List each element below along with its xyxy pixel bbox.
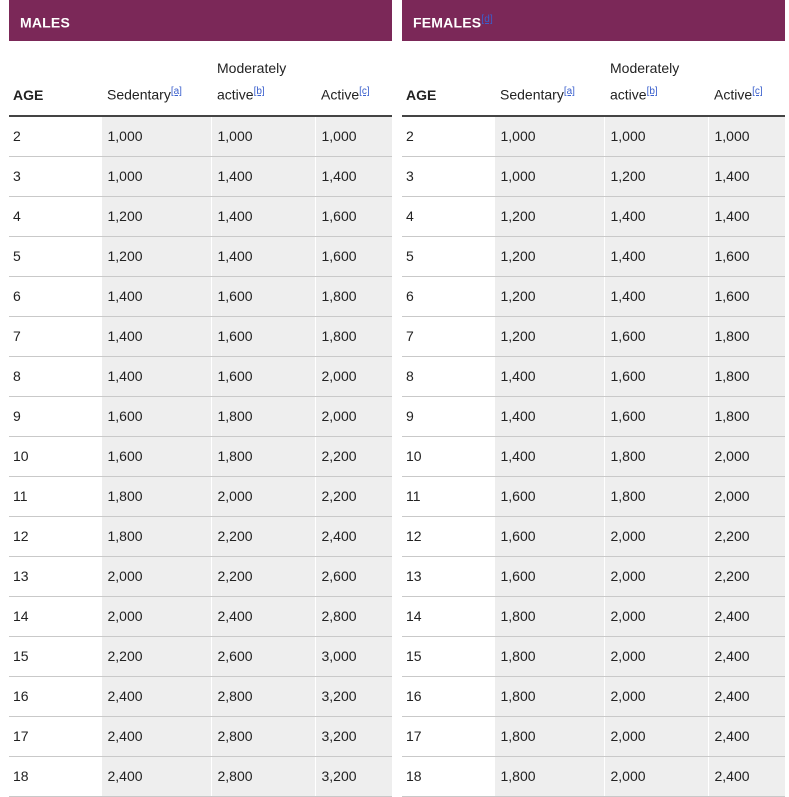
males-cell-sedentary: 1,400 (101, 356, 211, 396)
females-cell-active: 1,800 (708, 316, 785, 356)
males-cell-sedentary: 1,800 (101, 516, 211, 556)
females-cell-sedentary: 1,000 (494, 116, 604, 156)
females-cell-age: 12 (402, 516, 494, 556)
females-cell-moderately-active: 2,000 (604, 596, 708, 636)
males-cell-moderately-active: 2,600 (211, 636, 315, 676)
males-cell-age: 12 (9, 516, 101, 556)
males-cell-active: 2,400 (315, 516, 392, 556)
males-cell-active: 1,600 (315, 236, 392, 276)
females-cell-sedentary: 1,600 (494, 476, 604, 516)
females-cell-active: 2,000 (708, 436, 785, 476)
females-header-row (402, 41, 785, 116)
females-cell-sedentary: 1,400 (494, 396, 604, 436)
females-table-body (402, 116, 785, 796)
males-header-sedentary (101, 41, 211, 116)
males-table-row (9, 116, 392, 156)
males-table-row (9, 476, 392, 516)
females-header-active-label: Active (714, 87, 753, 103)
females-table-row (402, 676, 785, 716)
males-cell-sedentary: 1,800 (101, 476, 211, 516)
females-cell-age: 2 (402, 116, 494, 156)
males-cell-age: 14 (9, 596, 101, 636)
females-cell-age: 3 (402, 156, 494, 196)
males-cell-age: 18 (9, 756, 101, 796)
females-header-moderate-line1: Moderately (610, 60, 680, 77)
males-table-row (9, 756, 392, 796)
females-cell-sedentary: 1,400 (494, 436, 604, 476)
females-cell-moderately-active: 1,400 (604, 196, 708, 236)
females-table-row (402, 636, 785, 676)
males-table-row (9, 276, 392, 316)
males-cell-active: 1,400 (315, 156, 392, 196)
females-cell-age: 5 (402, 236, 494, 276)
males-moderate-footnote-link[interactable]: [b] (253, 86, 265, 98)
males-header-row (9, 41, 392, 116)
males-cell-sedentary: 1,600 (101, 436, 211, 476)
females-cell-age: 6 (402, 276, 494, 316)
males-header-moderate-line2: active (217, 87, 254, 103)
females-cell-age: 9 (402, 396, 494, 436)
males-cell-age: 7 (9, 316, 101, 356)
males-cell-sedentary: 1,000 (101, 156, 211, 196)
males-cell-moderately-active: 1,600 (211, 276, 315, 316)
males-table-body (9, 116, 392, 796)
males-table-row (9, 196, 392, 236)
females-cell-moderately-active: 1,600 (604, 396, 708, 436)
females-cell-sedentary: 1,800 (494, 716, 604, 756)
females-table-row (402, 276, 785, 316)
males-cell-moderately-active: 1,400 (211, 236, 315, 276)
males-cell-sedentary: 1,000 (101, 116, 211, 156)
females-cell-moderately-active: 1,800 (604, 476, 708, 516)
males-table-row (9, 236, 392, 276)
males-cell-active: 3,000 (315, 636, 392, 676)
males-cell-age: 16 (9, 676, 101, 716)
females-cell-active: 2,000 (708, 476, 785, 516)
males-cell-age: 17 (9, 716, 101, 756)
females-cell-sedentary: 1,800 (494, 756, 604, 796)
females-cell-age: 10 (402, 436, 494, 476)
females-cell-moderately-active: 2,000 (604, 756, 708, 796)
females-header-sedentary (494, 41, 604, 116)
females-cell-moderately-active: 1,000 (604, 116, 708, 156)
females-cell-sedentary: 1,800 (494, 596, 604, 636)
males-cell-moderately-active: 2,800 (211, 676, 315, 716)
females-cell-sedentary: 1,200 (494, 236, 604, 276)
males-cell-active: 2,200 (315, 476, 392, 516)
females-cell-active: 1,600 (708, 236, 785, 276)
females-cell-active: 2,200 (708, 516, 785, 556)
males-header-active-label: Active (321, 87, 360, 103)
females-cell-active: 1,000 (708, 116, 785, 156)
males-cell-moderately-active: 2,200 (211, 556, 315, 596)
males-cell-moderately-active: 2,000 (211, 476, 315, 516)
males-cell-sedentary: 2,000 (101, 596, 211, 636)
males-cell-age: 2 (9, 116, 101, 156)
females-cell-moderately-active: 2,000 (604, 636, 708, 676)
females-cell-moderately-active: 2,000 (604, 676, 708, 716)
females-cell-age: 8 (402, 356, 494, 396)
males-cell-active: 2,800 (315, 596, 392, 636)
females-cell-sedentary: 1,800 (494, 636, 604, 676)
males-table-row (9, 716, 392, 756)
males-sedentary-footnote-link[interactable]: [a] (170, 86, 182, 98)
males-cell-age: 6 (9, 276, 101, 316)
females-cell-moderately-active: 2,000 (604, 716, 708, 756)
females-cell-age: 18 (402, 756, 494, 796)
males-cell-age: 3 (9, 156, 101, 196)
females-cell-active: 2,400 (708, 676, 785, 716)
males-cell-active: 2,200 (315, 436, 392, 476)
males-cell-moderately-active: 1,600 (211, 356, 315, 396)
males-table-row (9, 156, 392, 196)
males-active-footnote-link[interactable]: [c] (359, 86, 370, 98)
females-cell-age: 7 (402, 316, 494, 356)
females-cell-moderately-active: 1,400 (604, 276, 708, 316)
females-table-row (402, 356, 785, 396)
females-title-footnote-link[interactable]: [d] (481, 14, 494, 25)
males-cell-moderately-active: 1,800 (211, 436, 315, 476)
males-cell-sedentary: 2,400 (101, 676, 211, 716)
males-cell-age: 10 (9, 436, 101, 476)
females-cell-active: 1,800 (708, 396, 785, 436)
females-cell-moderately-active: 1,800 (604, 436, 708, 476)
males-cell-age: 15 (9, 636, 101, 676)
females-cell-sedentary: 1,200 (494, 276, 604, 316)
females-title: FEMALES (413, 14, 482, 31)
females-cell-active: 1,400 (708, 156, 785, 196)
males-table-row (9, 316, 392, 356)
males-cell-active: 3,200 (315, 756, 392, 796)
males-cell-active: 3,200 (315, 716, 392, 756)
males-panel (9, 0, 392, 797)
females-table-row (402, 156, 785, 196)
males-header-sedentary-label: Sedentary (107, 87, 171, 103)
males-table (9, 41, 392, 797)
males-table-row (9, 556, 392, 596)
males-table-row (9, 436, 392, 476)
males-cell-sedentary: 2,200 (101, 636, 211, 676)
females-header-active (708, 41, 785, 116)
males-cell-sedentary: 1,400 (101, 316, 211, 356)
females-table-row (402, 516, 785, 556)
females-table-row (402, 236, 785, 276)
females-table-row (402, 396, 785, 436)
males-cell-moderately-active: 1,400 (211, 196, 315, 236)
males-cell-moderately-active: 2,200 (211, 516, 315, 556)
males-header-moderate-line1: Moderately (217, 60, 287, 77)
males-cell-moderately-active: 2,800 (211, 756, 315, 796)
males-cell-age: 13 (9, 556, 101, 596)
females-table-row (402, 436, 785, 476)
males-table-row (9, 396, 392, 436)
females-cell-age: 4 (402, 196, 494, 236)
females-table-row (402, 116, 785, 156)
males-table-row (9, 356, 392, 396)
females-cell-moderately-active: 1,600 (604, 356, 708, 396)
males-cell-active: 1,000 (315, 116, 392, 156)
females-header-moderate-line2: active (610, 87, 647, 103)
females-cell-age: 16 (402, 676, 494, 716)
females-table-row (402, 716, 785, 756)
females-banner (402, 0, 785, 41)
females-cell-moderately-active: 1,200 (604, 156, 708, 196)
females-cell-active: 2,400 (708, 596, 785, 636)
females-panel (402, 0, 785, 797)
females-cell-active: 1,800 (708, 356, 785, 396)
females-cell-sedentary: 1,600 (494, 516, 604, 556)
females-cell-sedentary: 1,800 (494, 676, 604, 716)
males-cell-age: 9 (9, 396, 101, 436)
females-cell-sedentary: 1,000 (494, 156, 604, 196)
males-banner (9, 0, 392, 41)
males-cell-age: 4 (9, 196, 101, 236)
males-cell-active: 1,800 (315, 316, 392, 356)
males-cell-moderately-active: 1,000 (211, 116, 315, 156)
females-cell-moderately-active: 2,000 (604, 516, 708, 556)
males-cell-moderately-active: 1,600 (211, 316, 315, 356)
males-table-row (9, 516, 392, 556)
males-cell-active: 2,000 (315, 396, 392, 436)
females-sedentary-footnote-link[interactable]: [a] (563, 86, 575, 98)
females-table-row (402, 196, 785, 236)
males-cell-moderately-active: 1,400 (211, 156, 315, 196)
females-table-row (402, 316, 785, 356)
females-cell-active: 1,400 (708, 196, 785, 236)
males-cell-active: 3,200 (315, 676, 392, 716)
females-table-row (402, 556, 785, 596)
males-cell-moderately-active: 2,800 (211, 716, 315, 756)
females-cell-sedentary: 1,600 (494, 556, 604, 596)
females-cell-sedentary: 1,400 (494, 356, 604, 396)
females-cell-age: 15 (402, 636, 494, 676)
males-cell-active: 1,600 (315, 196, 392, 236)
males-table-row (9, 636, 392, 676)
females-header-moderate (604, 41, 708, 116)
females-cell-active: 2,400 (708, 636, 785, 676)
females-table-row (402, 476, 785, 516)
males-header-age: AGE (9, 41, 101, 116)
males-cell-moderately-active: 1,800 (211, 396, 315, 436)
males-header-moderate (211, 41, 315, 116)
males-cell-sedentary: 1,200 (101, 196, 211, 236)
males-cell-sedentary: 2,000 (101, 556, 211, 596)
females-cell-sedentary: 1,200 (494, 196, 604, 236)
females-moderate-footnote-link[interactable]: [b] (646, 86, 658, 98)
males-cell-active: 2,000 (315, 356, 392, 396)
females-cell-moderately-active: 1,400 (604, 236, 708, 276)
females-cell-sedentary: 1,200 (494, 316, 604, 356)
males-cell-sedentary: 2,400 (101, 716, 211, 756)
males-cell-age: 5 (9, 236, 101, 276)
males-header-active (315, 41, 392, 116)
females-cell-active: 1,600 (708, 276, 785, 316)
females-header-age: AGE (402, 41, 494, 116)
females-cell-active: 2,400 (708, 716, 785, 756)
females-cell-age: 13 (402, 556, 494, 596)
females-cell-age: 11 (402, 476, 494, 516)
males-cell-age: 8 (9, 356, 101, 396)
females-cell-age: 14 (402, 596, 494, 636)
males-table-row (9, 596, 392, 636)
females-cell-moderately-active: 1,600 (604, 316, 708, 356)
males-cell-sedentary: 2,400 (101, 756, 211, 796)
females-header-sedentary-label: Sedentary (500, 87, 564, 103)
females-table-row (402, 596, 785, 636)
males-cell-moderately-active: 2,400 (211, 596, 315, 636)
males-cell-active: 1,800 (315, 276, 392, 316)
females-cell-moderately-active: 2,000 (604, 556, 708, 596)
females-cell-active: 2,400 (708, 756, 785, 796)
males-title: MALES (20, 14, 70, 31)
females-active-footnote-link[interactable]: [c] (752, 86, 763, 98)
males-cell-sedentary: 1,200 (101, 236, 211, 276)
males-cell-sedentary: 1,400 (101, 276, 211, 316)
males-cell-sedentary: 1,600 (101, 396, 211, 436)
females-table (402, 41, 785, 797)
males-table-row (9, 676, 392, 716)
males-cell-active: 2,600 (315, 556, 392, 596)
females-table-row (402, 756, 785, 796)
females-cell-age: 17 (402, 716, 494, 756)
males-cell-age: 11 (9, 476, 101, 516)
females-cell-active: 2,200 (708, 556, 785, 596)
